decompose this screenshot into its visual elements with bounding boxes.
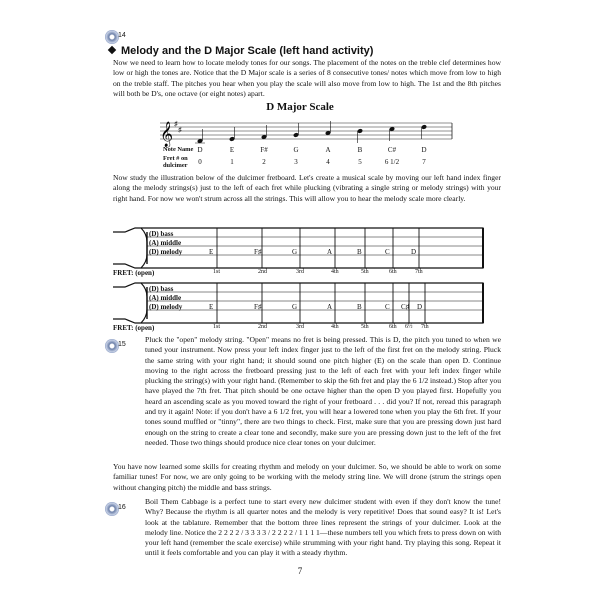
fret-number: 6 1/2 <box>384 158 400 166</box>
scale-note <box>357 128 363 143</box>
melody-note: C <box>385 303 390 311</box>
fret-label-line2: dulcimer <box>163 162 188 169</box>
fret-ordinal: 3rd <box>296 324 304 330</box>
melody-note: G <box>292 248 298 256</box>
melody-note: F♯ <box>254 303 262 311</box>
key-sharp-icon: ♯ <box>178 126 182 134</box>
string-label: (A) middle <box>149 294 182 302</box>
fret-row-label: FRET: (open) <box>113 324 155 332</box>
melody-note: D <box>417 303 423 311</box>
cd-track-marker <box>105 502 127 516</box>
note-name: A <box>325 146 331 154</box>
fret-row-label: FRET: (open) <box>113 269 155 277</box>
page <box>95 0 505 600</box>
fret-ordinal: 7th <box>421 324 429 330</box>
fret-ordinal: 3rd <box>296 269 304 275</box>
fret-ordinal: 4th <box>331 324 339 330</box>
cd-icon <box>105 502 119 516</box>
note-name: E <box>229 146 235 154</box>
note-name: D <box>421 146 427 154</box>
note-name: D <box>197 146 203 154</box>
key-sharp-icon: ♯ <box>174 120 178 128</box>
melody-note: C <box>385 248 390 256</box>
melody-note: E <box>209 303 214 311</box>
scale-note <box>293 123 299 138</box>
melody-note: C♯ <box>401 303 410 311</box>
fret-ordinal: 6th <box>389 269 397 275</box>
fret-number: 3 <box>294 158 298 166</box>
note-name: G <box>293 146 299 154</box>
fret-ordinal: 7th <box>415 269 423 275</box>
melody-note: A <box>327 303 333 311</box>
treble-clef-icon: 𝄞 <box>160 122 174 147</box>
string-label: (D) bass <box>149 285 174 293</box>
fret-ordinal: 2nd <box>258 269 267 275</box>
fret-ordinal: 1st <box>213 324 221 330</box>
fret-number: 5 <box>358 158 362 166</box>
melody-note: F♯ <box>254 248 262 256</box>
heading-text: Melody and the D Major Scale (left hand activity) <box>121 45 374 57</box>
note-name: B <box>357 146 363 154</box>
diamond-bullet-icon <box>108 46 116 54</box>
fret-ordinal: 4th <box>331 269 339 275</box>
cd-track-marker <box>105 30 127 44</box>
boil-them-cabbage-paragraph: Boil Them Cabbage is a perfect tune to start every new dulcimer student with even if they don't know the tune! Why? Because the rhythm is all quarter notes and the melody is very repetitive! Does that sound easy? It is! Let's look at the tablature. Remember that the bottom three lines represent the strings of your dulcimer. Look at the melody line. Notice the 2 2 2 2 / 3 3 3 3 / 2 2 2 2 / 1 1 1 1—these numbers tell you which frets to press down on with your left hand (remember the scale exercise) while strumming with your right hand. Try playing this song. Repeat it until it feels comfortable and you can play it with a steady rhythm. <box>145 497 501 558</box>
fret-number: 1 <box>230 158 234 166</box>
intro-paragraph: Now we need to learn how to locate melody tones for our songs. The placement of the notes on the treble clef determines how low or high the tones are. Notice that the D Major scale is a series of 8 consecutive tones/ notes which move from low to high on the treble staff. The pitches you hear when you play the scale will also move from low to high. The 1st and the 8th pitches will both be D's, one octave (or eight notes) apart. <box>113 58 501 98</box>
note-name: C# <box>387 146 397 154</box>
string-label: (D) bass <box>149 230 174 238</box>
track-number: 14 <box>118 32 126 39</box>
fret-number: 2 <box>262 158 266 166</box>
cd-icon <box>105 30 119 44</box>
fretboard-intro-paragraph: Now study the illustration below of the dulcimer fretboard. Let's create a musical scale by moving our left hand index finger along the melody strings(s) just to the left of each fret while plucking (vibrating a single string or melody strings) with your right hand. For now we won't strum across all the strings. This will allow you to hear the melody scale more clearly. <box>113 173 501 203</box>
fret-number: 0 <box>198 158 202 166</box>
track-number: 16 <box>118 504 126 511</box>
page-number: 7 <box>297 566 303 576</box>
fret-ordinal: 6½ <box>405 324 413 330</box>
note-name: F# <box>260 146 268 154</box>
section-heading <box>109 45 373 57</box>
string-label: (D) melody <box>149 303 183 311</box>
melody-note: B <box>357 303 362 311</box>
track-number: 15 <box>118 341 126 348</box>
string-label: (D) melody <box>149 248 183 256</box>
fret-number: 4 <box>326 158 330 166</box>
fret-ordinal: 5th <box>361 269 369 275</box>
fret-number: 7 <box>422 158 426 166</box>
fret-ordinal: 5th <box>361 324 369 330</box>
cd-track-marker <box>105 339 127 353</box>
scale-note <box>421 124 427 139</box>
cd-icon <box>105 339 119 353</box>
treble-staff <box>160 117 460 147</box>
fret-ordinal: 1st <box>213 269 221 275</box>
melody-note: A <box>327 248 333 256</box>
fret-ordinal: 6th <box>389 324 397 330</box>
string-label: (A) middle <box>149 239 182 247</box>
melody-note: E <box>209 248 214 256</box>
pluck-paragraph: Pluck the "open" melody string. "Open" means no fret is being pressed. This is D, the pitch you tuned to when we tuned your instrument. Now press your left index finger just to the left of the first fret on the melody string. Pluck the same string with your right hand; it should sound one pitch higher (E) on the scale than open D. Continue moving to the right across the fretboard pressing just to the left of each fret with your left index finger while plucking the string(s) with your right hand. (Remember to skip the 6th fret and play the 6 1/2 instead.) Stop after you have played the 7th fret. That pitch should be one octave higher than the open D you played first. Hopefully you heard an ascending scale as you moved toward the right of your fretboard . . . did you? If not, reread this paragraph and try it again! Note: if you don't have a 6 1/2 fret, you will hear a lowered tone when you play the 6th fret. If your tones sound muffled or "tinny", there are two things to check. First, make sure that you are pressing down just hard enough on the string to create a clear tone and secondly, make sure you are pressing down just to the left of the fret needed. Those two things should produce nice clear tones on your dulcimer. <box>145 335 501 447</box>
scale-title: D Major Scale <box>266 101 334 113</box>
note-name-label: Note Name <box>163 146 194 153</box>
skills-paragraph: You have now learned some skills for creating rhythm and melody on your dulcimer. So, we should be able to work on some familiar tunes! For now, we are only going to be working with the melody string line. We will drone (strum the strings open without changing pitch) the middle and bass strings. <box>113 462 501 492</box>
melody-note: G <box>292 303 298 311</box>
melody-note: D <box>411 248 417 256</box>
melody-note: B <box>357 248 362 256</box>
scale-note <box>229 127 235 142</box>
fret-label-line1: Fret # on <box>163 155 188 162</box>
fret-ordinal: 2nd <box>258 324 267 330</box>
